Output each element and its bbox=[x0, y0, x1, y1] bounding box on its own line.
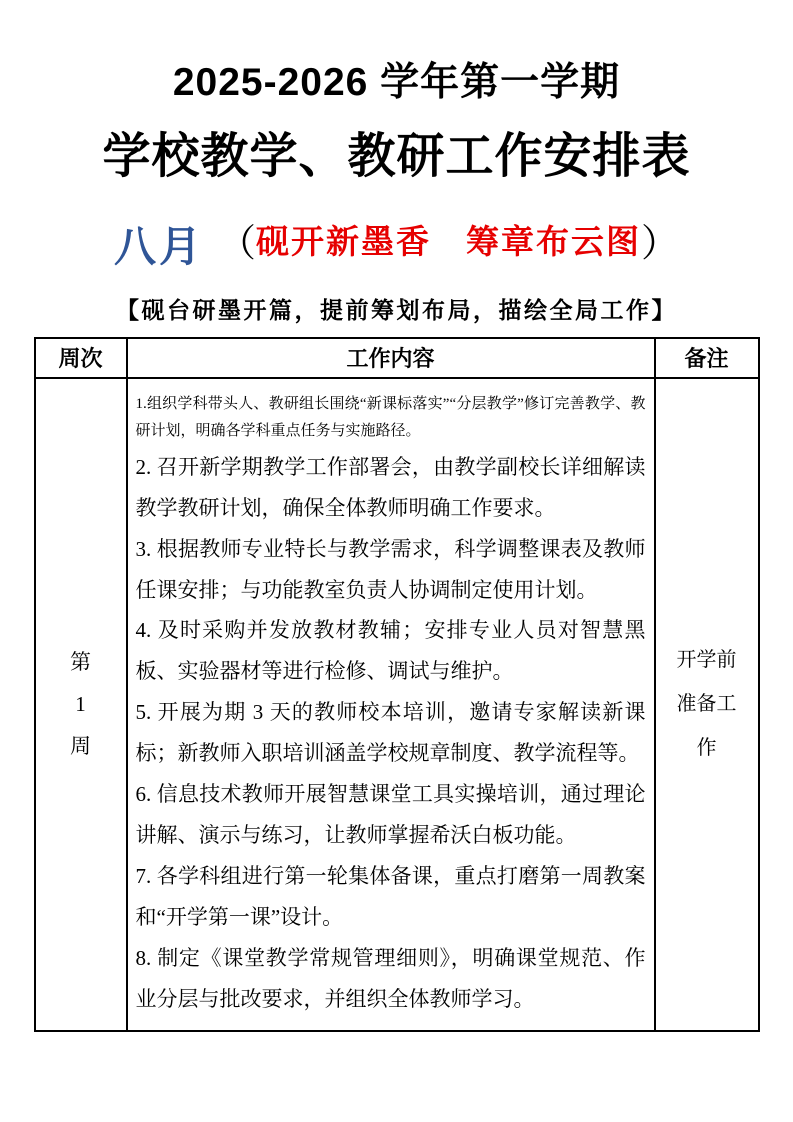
week-char: 周 bbox=[70, 734, 91, 759]
week-char: 第 bbox=[70, 650, 91, 675]
section-subtitle: 【砚台研墨开篇，提前筹划布局，描绘全局工作】 bbox=[116, 296, 677, 323]
content-cell bbox=[127, 378, 655, 1031]
col-header-remark: 备注 bbox=[655, 338, 759, 378]
work-item-1: 1.组织学科带头人、教研组长围绕“新课标落实”“分层教学”修订完善教学、教研计划，明确各学科重点任务与实施路径。 bbox=[135, 395, 646, 439]
work-item-5: 5. 开展为期 3 天的教师校本培训，邀请专家解读新课标；新教师入职培训涵盖学校规章制度、教学流程等。 bbox=[135, 700, 646, 766]
month-slogan: 砚开新墨香 筹章布云图 bbox=[256, 225, 641, 262]
col-header-week: 周次 bbox=[35, 338, 127, 378]
work-item-8: 8. 制定《课堂教学常规管理细则》，明确课堂规范、作业分层与批改要求，并组织全体教师学习。 bbox=[135, 945, 646, 1011]
remark-cell: 开学前准备工作 bbox=[655, 378, 759, 1031]
table-row-week1 bbox=[35, 378, 759, 1031]
week-cell bbox=[35, 378, 127, 1031]
month-label: 八月 bbox=[113, 222, 204, 270]
work-item-4: 4. 及时采购并发放教材教辅；安排专业人员对智慧黑板、实验器材等进行检修、调试与维护。 bbox=[135, 618, 646, 684]
work-item-7: 7. 各学科组进行第一轮集体备课，重点打磨第一周教案和“开学第一课”设计。 bbox=[135, 864, 646, 929]
work-item-6: 6. 信息技术教师开展智慧课堂工具实操培训，通过理论讲解、演示与练习，让教师掌握希沃白板功能。 bbox=[135, 782, 646, 848]
col-header-content: 工作内容 bbox=[127, 338, 655, 378]
work-item-3: 3. 根据教师专业特长与教学需求，科学调整课表及教师任课安排；与功能教室负责人协调制定使用计划。 bbox=[135, 536, 646, 602]
work-item-2: 2. 召开新学期教学工作部署会，由教学副校长详细解读教学教研计划，确保全体教师明确工作要求。 bbox=[135, 454, 646, 520]
table-header-row bbox=[35, 338, 759, 378]
work-schedule-table bbox=[34, 337, 760, 1032]
month-line bbox=[0, 214, 793, 274]
paren-close: ） bbox=[641, 222, 680, 265]
term-title: 2025-2026 学年第一学期 bbox=[172, 61, 621, 104]
week-char: 1 bbox=[75, 692, 86, 717]
page-title: 学校教学、教研工作安排表 bbox=[102, 129, 691, 183]
paren-open: （ bbox=[217, 222, 256, 265]
